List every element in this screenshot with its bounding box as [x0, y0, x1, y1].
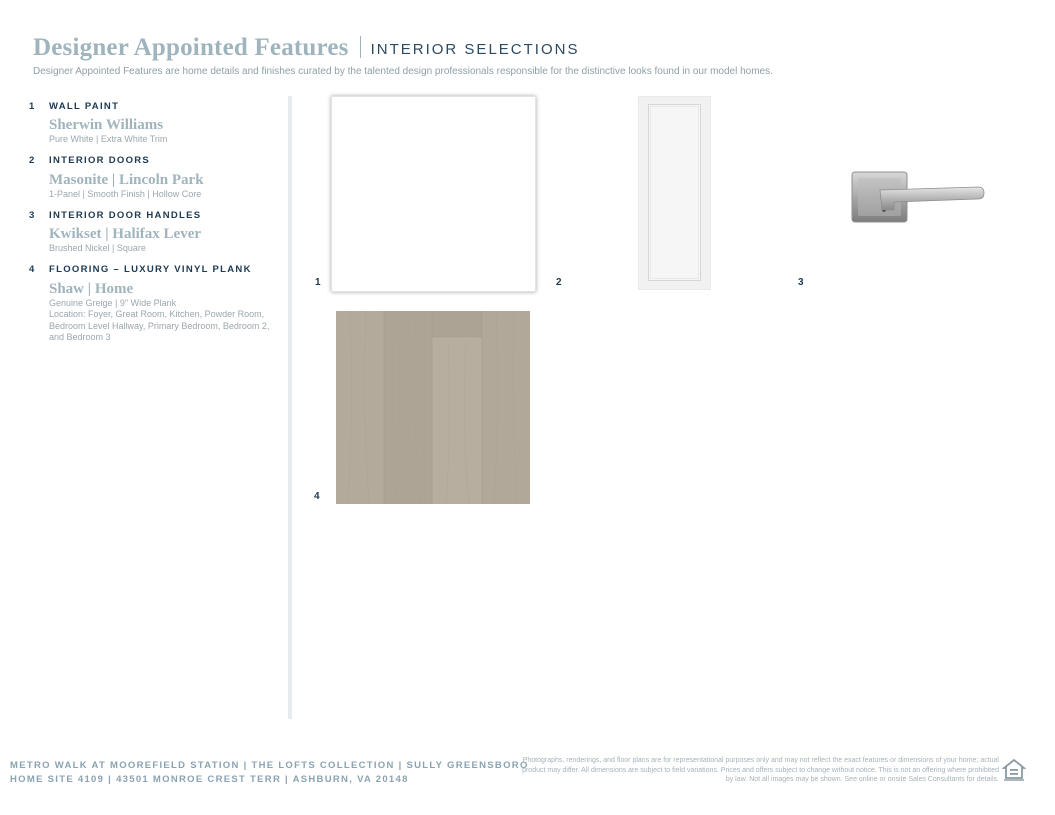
- footer-line-2: HOME SITE 4109 | 43501 MONROE CREST TERR | ASHBURN, VA 20148: [10, 774, 409, 785]
- swatch-number-paint: 1: [315, 277, 321, 288]
- item-category: WALL PAINT: [49, 100, 120, 112]
- item-category: INTERIOR DOORS: [49, 155, 151, 166]
- swatch-number-floor: 4: [314, 491, 320, 502]
- item-brand: Masonite | Lincoln Park: [49, 171, 204, 188]
- page-subtitle: INTERIOR SELECTIONS: [370, 41, 580, 58]
- footer-line-1: METRO WALK AT MOOREFIELD STATION | THE LOFTS COLLECTION | SULLY GREENSBORO: [10, 760, 529, 771]
- item-number: 3: [29, 209, 35, 221]
- equal-housing-opportunity-icon: [1002, 758, 1026, 782]
- item-detail: 1-Panel | Smooth Finish | Hollow Core: [49, 188, 202, 199]
- item-category: FLOORING – LUXURY VINYL PLANK: [49, 264, 252, 275]
- footer-disclaimer: Photographs, renderings, and floor plans are for representational purposes only and may not reflect the exact features or dimensions of your home; actual product may differ. All dimensions are subject to field variations. Prices and offers subject to change without notice. This is not an offering where prohibited by law. Not all images may be shown. See online or onsite Sales Consultants for details.: [522, 757, 999, 783]
- item-detail: Brushed Nickel | Square: [49, 243, 146, 253]
- door-handle-image: [850, 168, 986, 224]
- item-detail: Pure White | Extra White Trim: [49, 134, 168, 144]
- list-item: [29, 264, 279, 344]
- item-brand: Sherwin Williams: [49, 117, 164, 133]
- swatch-number-handle: 3: [798, 277, 804, 288]
- item-number: 1: [29, 100, 35, 112]
- item-category: INTERIOR DOOR HANDLES: [49, 209, 202, 221]
- item-location: Location: Foyer, Great Room, Kitchen, Powder Room, Bedroom Level Hallway, Primary Bedroom, Bedroom 2, and Bedroom 3: [49, 309, 270, 342]
- page-header: [33, 34, 579, 62]
- paint-swatch: [331, 96, 536, 292]
- item-brand: Kwikset | Halifax Lever: [49, 226, 202, 242]
- page-title: Designer Appointed Features: [33, 34, 349, 61]
- item-detail: Genuine Greige | 9" Wide Plank: [49, 297, 177, 308]
- list-item: [29, 155, 279, 201]
- vertical-divider: [288, 96, 292, 719]
- item-number: 2: [29, 155, 35, 166]
- intro-text: Designer Appointed Features are home details and finishes curated by the talented design professionals responsible for the distinctive looks found in our model homes.: [33, 66, 773, 77]
- flooring-swatch: [336, 311, 530, 504]
- item-brand: Shaw | Home: [49, 280, 134, 297]
- title-separator: [360, 36, 361, 58]
- footer-community-info: [10, 759, 529, 787]
- list-item: [29, 100, 279, 146]
- swatch-number-door: 2: [556, 277, 562, 288]
- item-number: 4: [29, 264, 35, 275]
- door-image: [638, 96, 711, 290]
- selection-list: [29, 100, 279, 353]
- list-item: [29, 209, 279, 255]
